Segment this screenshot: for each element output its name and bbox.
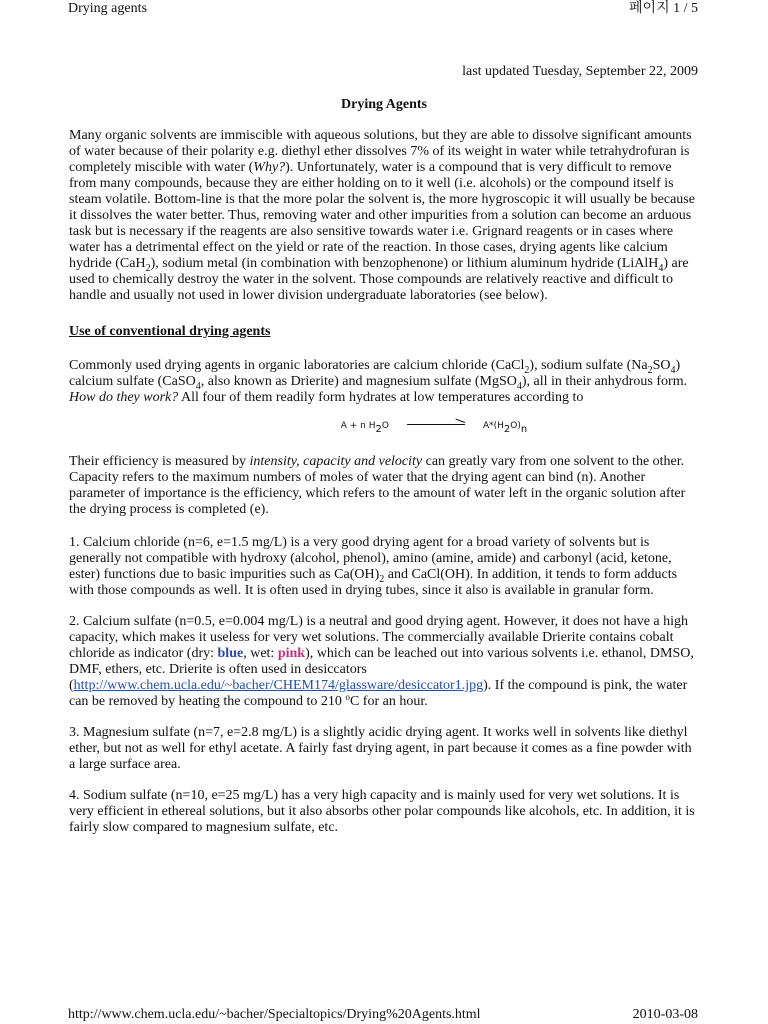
magnesium-sulfate-item: 3. Magnesium sulfate (n=7, e=2.8 mg/L) is a slightly acidic drying agent. It works well in solvents like diethyl ether, but not as well for ethyl acetate. A fairly fast drying agent, in part because it comes as a fine powder with a large surface area.	[69, 725, 692, 772]
calcium-chloride-item: 1. Calcium chloride (n=6, e=1.5 mg/L) is a very good drying agent for a broad variety of solvents but is generally not compatible with hydroxy (alcohol, phenol), amino (amine, amide) and carbonyl (acid, ketone, ester) functions due to basic impurities such as $Ca(OH)_2$ and CaCl(OH). In addition, it tends to form adducts with those compounds as well. It is often used in drying tubes, since it also is available in granular form.	[69, 535, 678, 598]
intro-paragraph: Many organic solvents are immiscible with aqueous solutions, but they are able to dissolve significant amounts of water because of their polarity e.g. diethyl ether dissolves 7% of its weight in water while tetrahydrofuran is completely miscible with water (Why?). Unfortunately, water is a compound that is very difficult to remove from many compounds, because they are either holding on to it well (i.e. alcohols) or the compound itself is steam volatile. Bottom-line is that the more polar the solvent is, the more hygroscopic it will usually be because it dissolves the water better. Thus, removing water and other impurities from a solution can become an arduous task but is necessary if the reagents are also sensitive towards water i.e. Grignard reagents or in cases where water has a detrimental effect on the yield or rate of the reaction. In those cases, drying agents like calcium hydride (CaH$_2$), sodium metal (in combination with benzophenone) or lithium aluminum hydride (LiAlH$_4$) are used to chemically destroy the water in the solvent. Those compounds are relatively reactive and difficult to handle and usually not used in lower division undergraduate laboratories (see below).	[69, 128, 695, 303]
pink-label: pink	[277, 646, 306, 661]
blue-label: blue	[217, 646, 244, 661]
calcium-sulfate-item: 2. Calcium sulfate (n=0.5, e=0.004 mg/L) is a neutral and good drying agent. However, it does not have a high capacity, which makes it useless for very wet solutions. The commercially available Drierite contains cobalt chloride as indicator (dry: blue, wet: pink), which can be leached out into various solvents i.e. ethanol, DMSO, DMF, ethers, etc. Drierite is often used in desiccators (http://www.chem.ucla.edu/~bacher/CHEM174/glassware/desiccator1.jpg). If the compound is pink, the water can be removed by heating the compound to 210 $^o$C for an hour.	[69, 614, 694, 709]
footer-url: http://www.chem.ucla.edu/~bacher/Specialtopics/Drying%20Agents.html	[68, 1007, 481, 1022]
document-title: Drying Agents	[341, 97, 427, 112]
page-header	[68, 0, 698, 20]
hydrate-equation: A + n $H_2O$ $A*(H_2O)_n$	[340, 421, 528, 435]
header-title: Drying agents	[68, 1, 147, 16]
last-updated: last updated Tuesday, September 22, 2009	[462, 64, 698, 79]
footer-date: 2010-03-08	[632, 1007, 698, 1022]
page-indicator: 페이지 1 / 5	[629, 1, 698, 16]
sodium-sulfate-item: 4. Sodium sulfate (n=10, e=25 mg/L) has a very high capacity and is mainly used for very wet solutions. It is very efficient in ethereal solutions, but it also absorbs other polar compounds like alcohols, etc. In addition, it is fairly slow compared to magnesium sulfate, etc.	[69, 788, 695, 835]
desiccator-link[interactable]: http://www.chem.ucla.edu/~bacher/CHEM174/glassware/desiccator1.jpg	[73, 678, 484, 693]
document-body	[69, 128, 699, 851]
usage-paragraph: Commonly used drying agents in organic laboratories are calcium chloride (CaCl$_2$), sodium sulfate $(Na_2SO_4)$ calcium sulfate (CaSO$_4$, also known as Drierite) and magnesium sulfate (MgSO$_4$), all in their anhydrous form. How do they work? All four of them readily form hydrates at low temperatures according to	[69, 358, 688, 405]
efficiency-paragraph: Their efficiency is measured by intensity, capacity and velocity can greatly vary from one solvent to the other. Capacity refers to the maximum numbers of moles of water that the drying agent can bind (n). Another parameter of importance is the efficiency, which refers to the amount of water left in the organic solution after the drying process is completed (e).	[69, 454, 686, 517]
section-heading: Use of conventional drying agents	[69, 324, 271, 339]
